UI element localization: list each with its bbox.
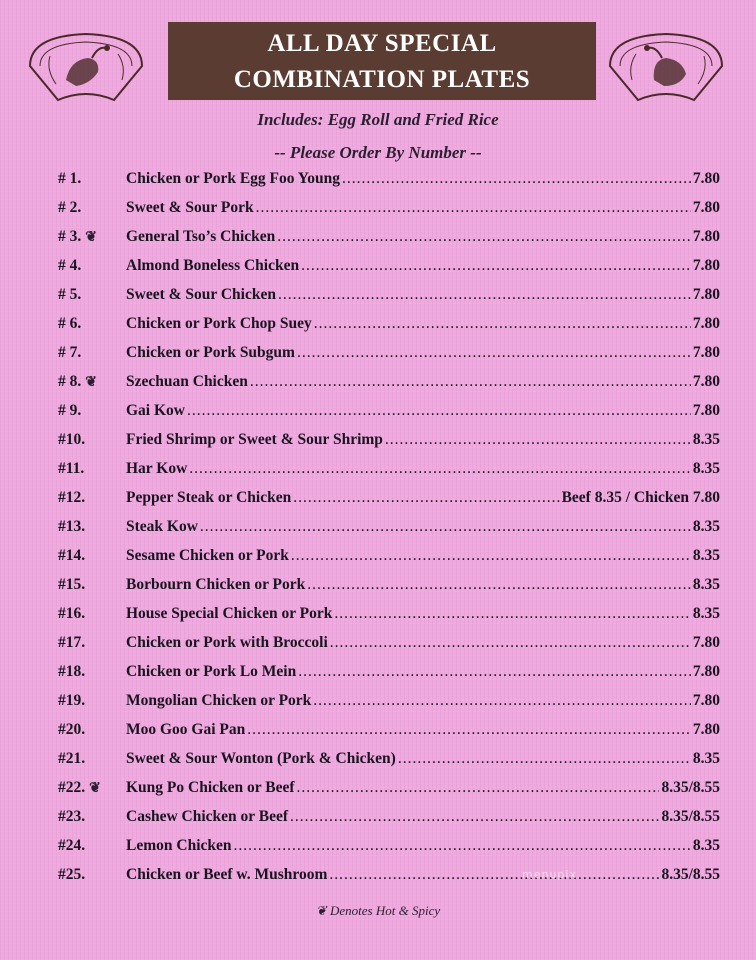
- hot-pepper-icon: ❦: [315, 903, 327, 918]
- item-name: General Tso’s Chicken: [126, 228, 276, 245]
- dot-leader: [314, 315, 691, 333]
- item-number: [58, 315, 126, 333]
- item-name: Har Kow: [126, 460, 188, 477]
- dot-leader: [342, 170, 691, 188]
- item-number: [58, 837, 126, 855]
- item-price: 7.80: [692, 721, 720, 738]
- hot-pepper-icon: ❦: [85, 375, 97, 390]
- item-number-text: #11.: [58, 460, 85, 477]
- item-name: Moo Goo Gai Pan: [126, 721, 246, 738]
- item-number: [58, 431, 126, 449]
- item-number: [58, 518, 126, 536]
- item-price: 8.35: [692, 431, 720, 448]
- item-number-text: #23.: [58, 808, 86, 825]
- item-name: Cashew Chicken or Beef: [126, 808, 289, 825]
- item-number: [58, 866, 126, 884]
- item-number-text: #20.: [58, 721, 86, 738]
- item-price: 8.35: [692, 750, 720, 767]
- dot-leader: [290, 808, 659, 826]
- item-name: Lemon Chicken: [126, 837, 232, 854]
- item-number: [58, 489, 126, 507]
- item-number-text: # 9.: [58, 402, 82, 419]
- item-number-text: #17.: [58, 634, 86, 651]
- item-number-text: #16.: [58, 605, 86, 622]
- item-price: 7.80: [692, 315, 720, 332]
- item-number-text: # 6.: [58, 315, 82, 332]
- item-number-text: #14.: [58, 547, 86, 564]
- item-price: 8.35/8.55: [661, 866, 720, 883]
- item-name: Borbourn Chicken or Pork: [126, 576, 306, 593]
- item-price: 8.35: [692, 460, 720, 477]
- item-name: Chicken or Beef w. Mushroom: [126, 866, 328, 883]
- dot-leader: [301, 257, 691, 275]
- menu-item-row: [58, 199, 720, 223]
- item-price: 7.80: [692, 402, 720, 419]
- item-price: 7.80: [692, 663, 720, 680]
- item-price: 8.35/8.55: [661, 779, 720, 796]
- item-number-text: #10.: [58, 431, 86, 448]
- item-price: 7.80: [692, 344, 720, 361]
- menu-item-row: [58, 837, 720, 861]
- item-number-text: #21.: [58, 750, 86, 767]
- hot-spicy-legend: [0, 903, 756, 919]
- item-number-text: #12.: [58, 489, 86, 506]
- item-name: Chicken or Pork Subgum: [126, 344, 295, 361]
- item-name: Steak Kow: [126, 518, 198, 535]
- item-price: 8.35/8.55: [661, 808, 720, 825]
- dot-leader: [277, 228, 691, 246]
- menu-item-row: [58, 489, 720, 513]
- item-number: [58, 721, 126, 739]
- dot-leader: [234, 837, 691, 855]
- item-name: Szechuan Chicken: [126, 373, 248, 390]
- item-price: 7.80: [692, 373, 720, 390]
- order-note: -- Please Order By Number --: [274, 143, 482, 162]
- item-number-text: #22.: [58, 779, 86, 796]
- dot-leader: [291, 547, 691, 565]
- title-line-1: ALL DAY SPECIAL: [267, 30, 497, 57]
- peacock-fan-icon: [606, 30, 726, 102]
- item-price: 7.80: [692, 286, 720, 303]
- item-price: 8.35: [692, 518, 720, 535]
- title-line-2: COMBINATION PLATES: [233, 66, 531, 93]
- item-number-text: # 7.: [58, 344, 82, 361]
- item-name: House Special Chicken or Pork: [126, 605, 333, 622]
- dot-leader: [297, 344, 691, 362]
- menu-item-row: [58, 228, 720, 252]
- item-number-text: #19.: [58, 692, 86, 709]
- item-number-text: #18.: [58, 663, 86, 680]
- menu-item-row: [58, 257, 720, 281]
- menu-item-row: [58, 692, 720, 716]
- item-name: Sweet & Sour Pork: [126, 199, 254, 216]
- item-number-text: # 4.: [58, 257, 82, 274]
- dot-leader: [307, 576, 691, 594]
- item-number: [58, 460, 126, 478]
- dot-leader: [189, 460, 691, 478]
- menu-item-row: [58, 750, 720, 774]
- item-number: [58, 344, 126, 362]
- item-number: [58, 373, 126, 391]
- dot-leader: [293, 489, 559, 507]
- menu-item-row: [58, 460, 720, 484]
- item-price: 8.35: [692, 576, 720, 593]
- item-name: Chicken or Pork Egg Foo Young: [126, 170, 341, 187]
- dot-leader: [334, 605, 690, 623]
- dot-leader: [313, 692, 691, 710]
- item-number: [58, 750, 126, 768]
- menu-item-row: [58, 286, 720, 310]
- item-price: 7.80: [692, 199, 720, 216]
- item-number-text: # 5.: [58, 286, 82, 303]
- item-name: Chicken or Pork with Broccoli: [126, 634, 328, 651]
- dot-leader: [297, 779, 660, 797]
- dot-leader: [398, 750, 691, 768]
- item-name: Chicken or Pork Chop Suey: [126, 315, 312, 332]
- menu-item-row: [58, 721, 720, 745]
- item-number: [58, 402, 126, 420]
- item-name: Almond Boneless Chicken: [126, 257, 300, 274]
- legend-text: Denotes Hot & Spicy: [330, 903, 441, 918]
- item-name: Pepper Steak or Chicken: [126, 489, 292, 506]
- menu-item-row: [58, 344, 720, 368]
- item-number: [58, 779, 126, 797]
- menu-item-row: [58, 315, 720, 339]
- hot-pepper-icon: ❦: [85, 230, 97, 245]
- item-number: [58, 547, 126, 565]
- item-name: Sweet & Sour Wonton (Pork & Chicken): [126, 750, 396, 767]
- menu-item-row: [58, 779, 720, 803]
- menu-item-row: [58, 866, 720, 890]
- item-price: 8.35: [692, 547, 720, 564]
- dot-leader: [247, 721, 691, 739]
- item-price: 7.80: [692, 257, 720, 274]
- item-name: Chicken or Pork Lo Mein: [126, 663, 297, 680]
- menu-item-row: [58, 605, 720, 629]
- dot-leader: [330, 634, 691, 652]
- menu-item-row: [58, 547, 720, 571]
- menu-item-row: [58, 808, 720, 832]
- item-number: [58, 228, 126, 246]
- dot-leader: [329, 866, 659, 884]
- item-number: [58, 605, 126, 623]
- watermark-logo: menupix: [522, 868, 577, 881]
- dot-leader: [385, 431, 691, 449]
- item-number: [58, 170, 126, 188]
- menu-item-row: [58, 663, 720, 687]
- menu-title-box: [168, 22, 596, 100]
- item-number-text: # 8.: [58, 373, 82, 390]
- item-name: Sweet & Sour Chicken: [126, 286, 276, 303]
- item-name: Fried Shrimp or Sweet & Sour Shrimp: [126, 431, 383, 448]
- menu-item-row: [58, 402, 720, 426]
- dot-leader: [187, 402, 691, 420]
- item-number: [58, 199, 126, 217]
- item-name: Mongolian Chicken or Pork: [126, 692, 312, 709]
- dot-leader: [278, 286, 691, 304]
- item-number-text: # 2.: [58, 199, 82, 216]
- item-name: Sesame Chicken or Pork: [126, 547, 289, 564]
- menu-item-row: [58, 634, 720, 658]
- peacock-fan-icon: [26, 30, 146, 102]
- includes-note: Includes: Egg Roll and Fried Rice: [257, 110, 499, 129]
- item-price: Beef 8.35 / Chicken 7.80: [561, 489, 720, 506]
- menu-item-row: [58, 170, 720, 194]
- item-name: Gai Kow: [126, 402, 185, 419]
- item-number-text: # 1.: [58, 170, 82, 187]
- item-number-text: #15.: [58, 576, 86, 593]
- item-number-text: # 3.: [58, 228, 82, 245]
- hot-pepper-icon: ❦: [89, 781, 101, 796]
- item-price: 7.80: [692, 634, 720, 651]
- menu-item-row: [58, 373, 720, 397]
- item-price: 7.80: [692, 170, 720, 187]
- dot-leader: [200, 518, 691, 536]
- item-number: [58, 257, 126, 275]
- item-price: 8.35: [692, 605, 720, 622]
- item-number: [58, 692, 126, 710]
- item-price: 7.80: [692, 228, 720, 245]
- menu-item-row: [58, 518, 720, 542]
- item-number-text: #24.: [58, 837, 86, 854]
- item-number: [58, 663, 126, 681]
- item-number: [58, 634, 126, 652]
- item-number: [58, 286, 126, 304]
- item-price: 7.80: [692, 692, 720, 709]
- item-number-text: #25.: [58, 866, 86, 883]
- item-number-text: #13.: [58, 518, 86, 535]
- item-name: Kung Po Chicken or Beef: [126, 779, 295, 796]
- dot-leader: [256, 199, 691, 217]
- dot-leader: [250, 373, 691, 391]
- item-number: [58, 808, 126, 826]
- menu-item-row: [58, 431, 720, 455]
- item-price: 8.35: [692, 837, 720, 854]
- item-number: [58, 576, 126, 594]
- dot-leader: [298, 663, 691, 681]
- menu-item-row: [58, 576, 720, 600]
